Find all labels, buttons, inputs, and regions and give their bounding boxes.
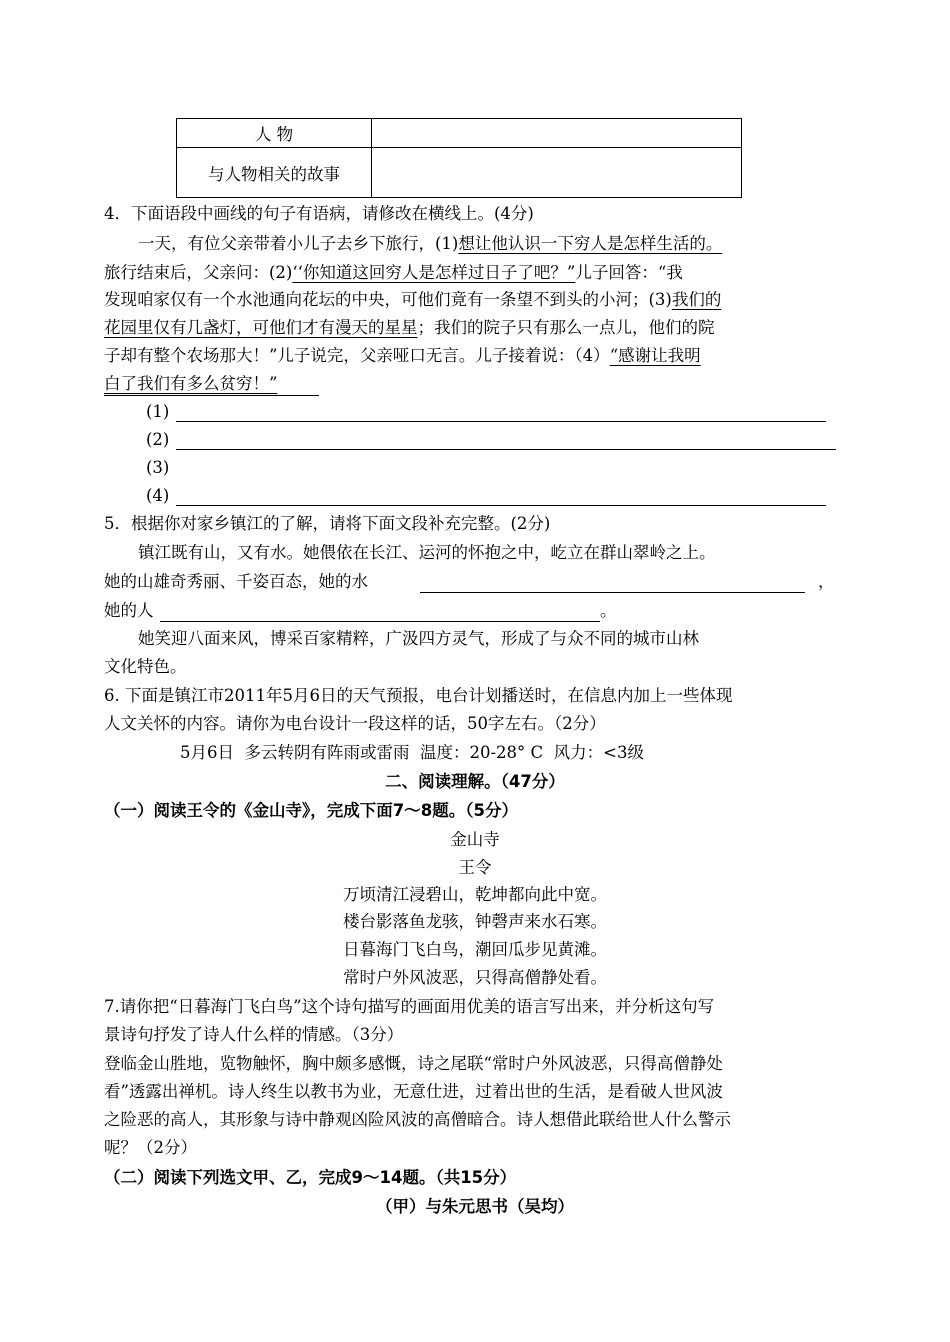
q5-blank-people[interactable] bbox=[160, 621, 600, 622]
q5-line4: 她笑迎八面来风，博采百家精粹，广汲四方灵气，形成了与众不同的城市山林 bbox=[138, 629, 699, 648]
q5-title: 5．根据你对家乡镇江的了解，请将下面文段补充完整。(2分) bbox=[104, 514, 551, 533]
poem-line: 日暮海门飞白鸟，潮回瓜步见黄滩。 bbox=[343, 940, 607, 959]
answer-line-1[interactable] bbox=[176, 421, 826, 422]
table-cell-blank[interactable] bbox=[372, 148, 742, 198]
q6-line1: 6. 下面是镇江市2011年5月6日的天气预报，电台计划播送时，在信息内加上一些体现 bbox=[104, 686, 733, 705]
q7-line2: 景诗句抒发了诗人什么样的情感。（3分） bbox=[104, 1025, 404, 1044]
answer-label-1: (1) bbox=[146, 402, 170, 421]
answer-label-3: (3) bbox=[146, 458, 170, 477]
q4-line6 bbox=[104, 376, 277, 393]
q5-comma: ， bbox=[818, 572, 835, 591]
q5-line1: 镇江既有山，又有水。她偎依在长江、运河的怀抱之中，屹立在群山翠岭之上。 bbox=[138, 543, 716, 562]
table-row-label: 人 物 bbox=[177, 119, 372, 148]
q5-period: 。 bbox=[600, 601, 617, 620]
answer-line-2[interactable] bbox=[176, 449, 836, 450]
q4-line3: 发现咱家仅有一个水池通向花坛的中央，可他们竟有一条望不到头的小河；(3)我们的 bbox=[104, 290, 722, 309]
q5-line3a: 她的人 bbox=[104, 601, 154, 620]
q4-line4: 花园里仅有几盏灯，可他们才有漫天的星星；我们的院子只有那么一点儿，他们的院 bbox=[104, 318, 715, 337]
poem-line: 楼台影落鱼龙骇，钟磬声来水石寒。 bbox=[343, 912, 607, 931]
section2-title: 二、阅读理解。（47分） bbox=[385, 772, 565, 791]
faulty-sentence-4: “感谢让我明 bbox=[609, 346, 701, 365]
q6-line2: 人文关怀的内容。请你为电台设计一段这样的话，50字左右。（2分） bbox=[104, 714, 606, 733]
poem-author: 王令 bbox=[458, 858, 492, 877]
q4-line1: 一天，有位父亲带着小儿子去乡下旅行，(1)想让他认识一下穷人是怎样生活的。 bbox=[138, 234, 723, 253]
poem-line: 万顷清江浸碧山，乾坤都向此中宽。 bbox=[343, 885, 607, 904]
faulty-sentence-3-cont: 花园里仅有几盏灯，可他们才有漫天的星星 bbox=[104, 318, 418, 337]
faulty-sentence-1: 想让他认识一下穷人是怎样生活的。 bbox=[458, 234, 723, 253]
q5-blank-water[interactable] bbox=[420, 592, 805, 593]
part2-title: （二）阅读下列选文甲、乙，完成9～14题。（共15分） bbox=[104, 1168, 517, 1187]
part2-subtitle: （甲）与朱元思书（吴均） bbox=[376, 1197, 574, 1216]
faulty-sentence-4-cont: 白了我们有多么贫穷！” bbox=[104, 374, 278, 393]
table-cell-blank[interactable] bbox=[372, 119, 742, 148]
answer-line-4[interactable] bbox=[176, 505, 826, 506]
weather-forecast: 5月6日 多云转阴有阵雨或雷雨 温度：20-28° C 风力：<3级 bbox=[180, 743, 644, 762]
q8-line1: 登临金山胜地，览物触怀，胸中颇多感慨，诗之尾联“常时户外风波恶，只得高僧静处 bbox=[104, 1054, 723, 1073]
part1-title: （一）阅读王令的《金山寺》，完成下面7～8题。（5分） bbox=[104, 801, 518, 820]
faulty-sentence-2: ‘‘你知道这回穷人是怎样过日子了吧？” bbox=[292, 263, 576, 282]
q7-line1: 7.请你把“日暮海门飞白鸟”这个诗句描写的画面用优美的语言写出来，并分析这句写 bbox=[104, 997, 715, 1016]
poem-title: 金山寺 bbox=[450, 830, 500, 849]
faulty-sentence-3: 我们的 bbox=[671, 290, 722, 309]
answer-label-4: (4) bbox=[146, 486, 170, 505]
q4-line2: 旅行结束后，父亲问：(2)‘‘你知道这回穷人是怎样过日子了吧？”儿子回答：“我 bbox=[104, 263, 683, 282]
q4-title: 4．下面语段中画线的句子有语病，请修改在横线上。(4分) bbox=[104, 204, 534, 223]
q5-line5: 文化特色。 bbox=[104, 657, 187, 676]
q8-line4: 呢？（2分） bbox=[104, 1138, 197, 1157]
table-row-label: 与人物相关的故事 bbox=[177, 148, 372, 198]
q8-line3: 之险恶的高人，其形象与诗中静观凶险风波的高僧暗合。诗人想借此联给世人什么警示 bbox=[104, 1110, 731, 1129]
poem-line: 常时户外风波恶，只得高僧静处看。 bbox=[343, 968, 607, 987]
q8-line2: 看”透露出禅机。诗人终生以教书为业，无意仕进，过着出世的生活，是看破人世风波 bbox=[104, 1082, 723, 1101]
info-table bbox=[176, 118, 742, 198]
q5-line2a: 她的山雄奇秀丽、千姿百态，她的水 bbox=[104, 572, 368, 591]
answer-label-2: (2) bbox=[146, 430, 170, 449]
q4-line5: 子却有整个农场那大！”儿子说完，父亲哑口无言。儿子接着说：（4）“感谢让我明 bbox=[104, 346, 701, 365]
